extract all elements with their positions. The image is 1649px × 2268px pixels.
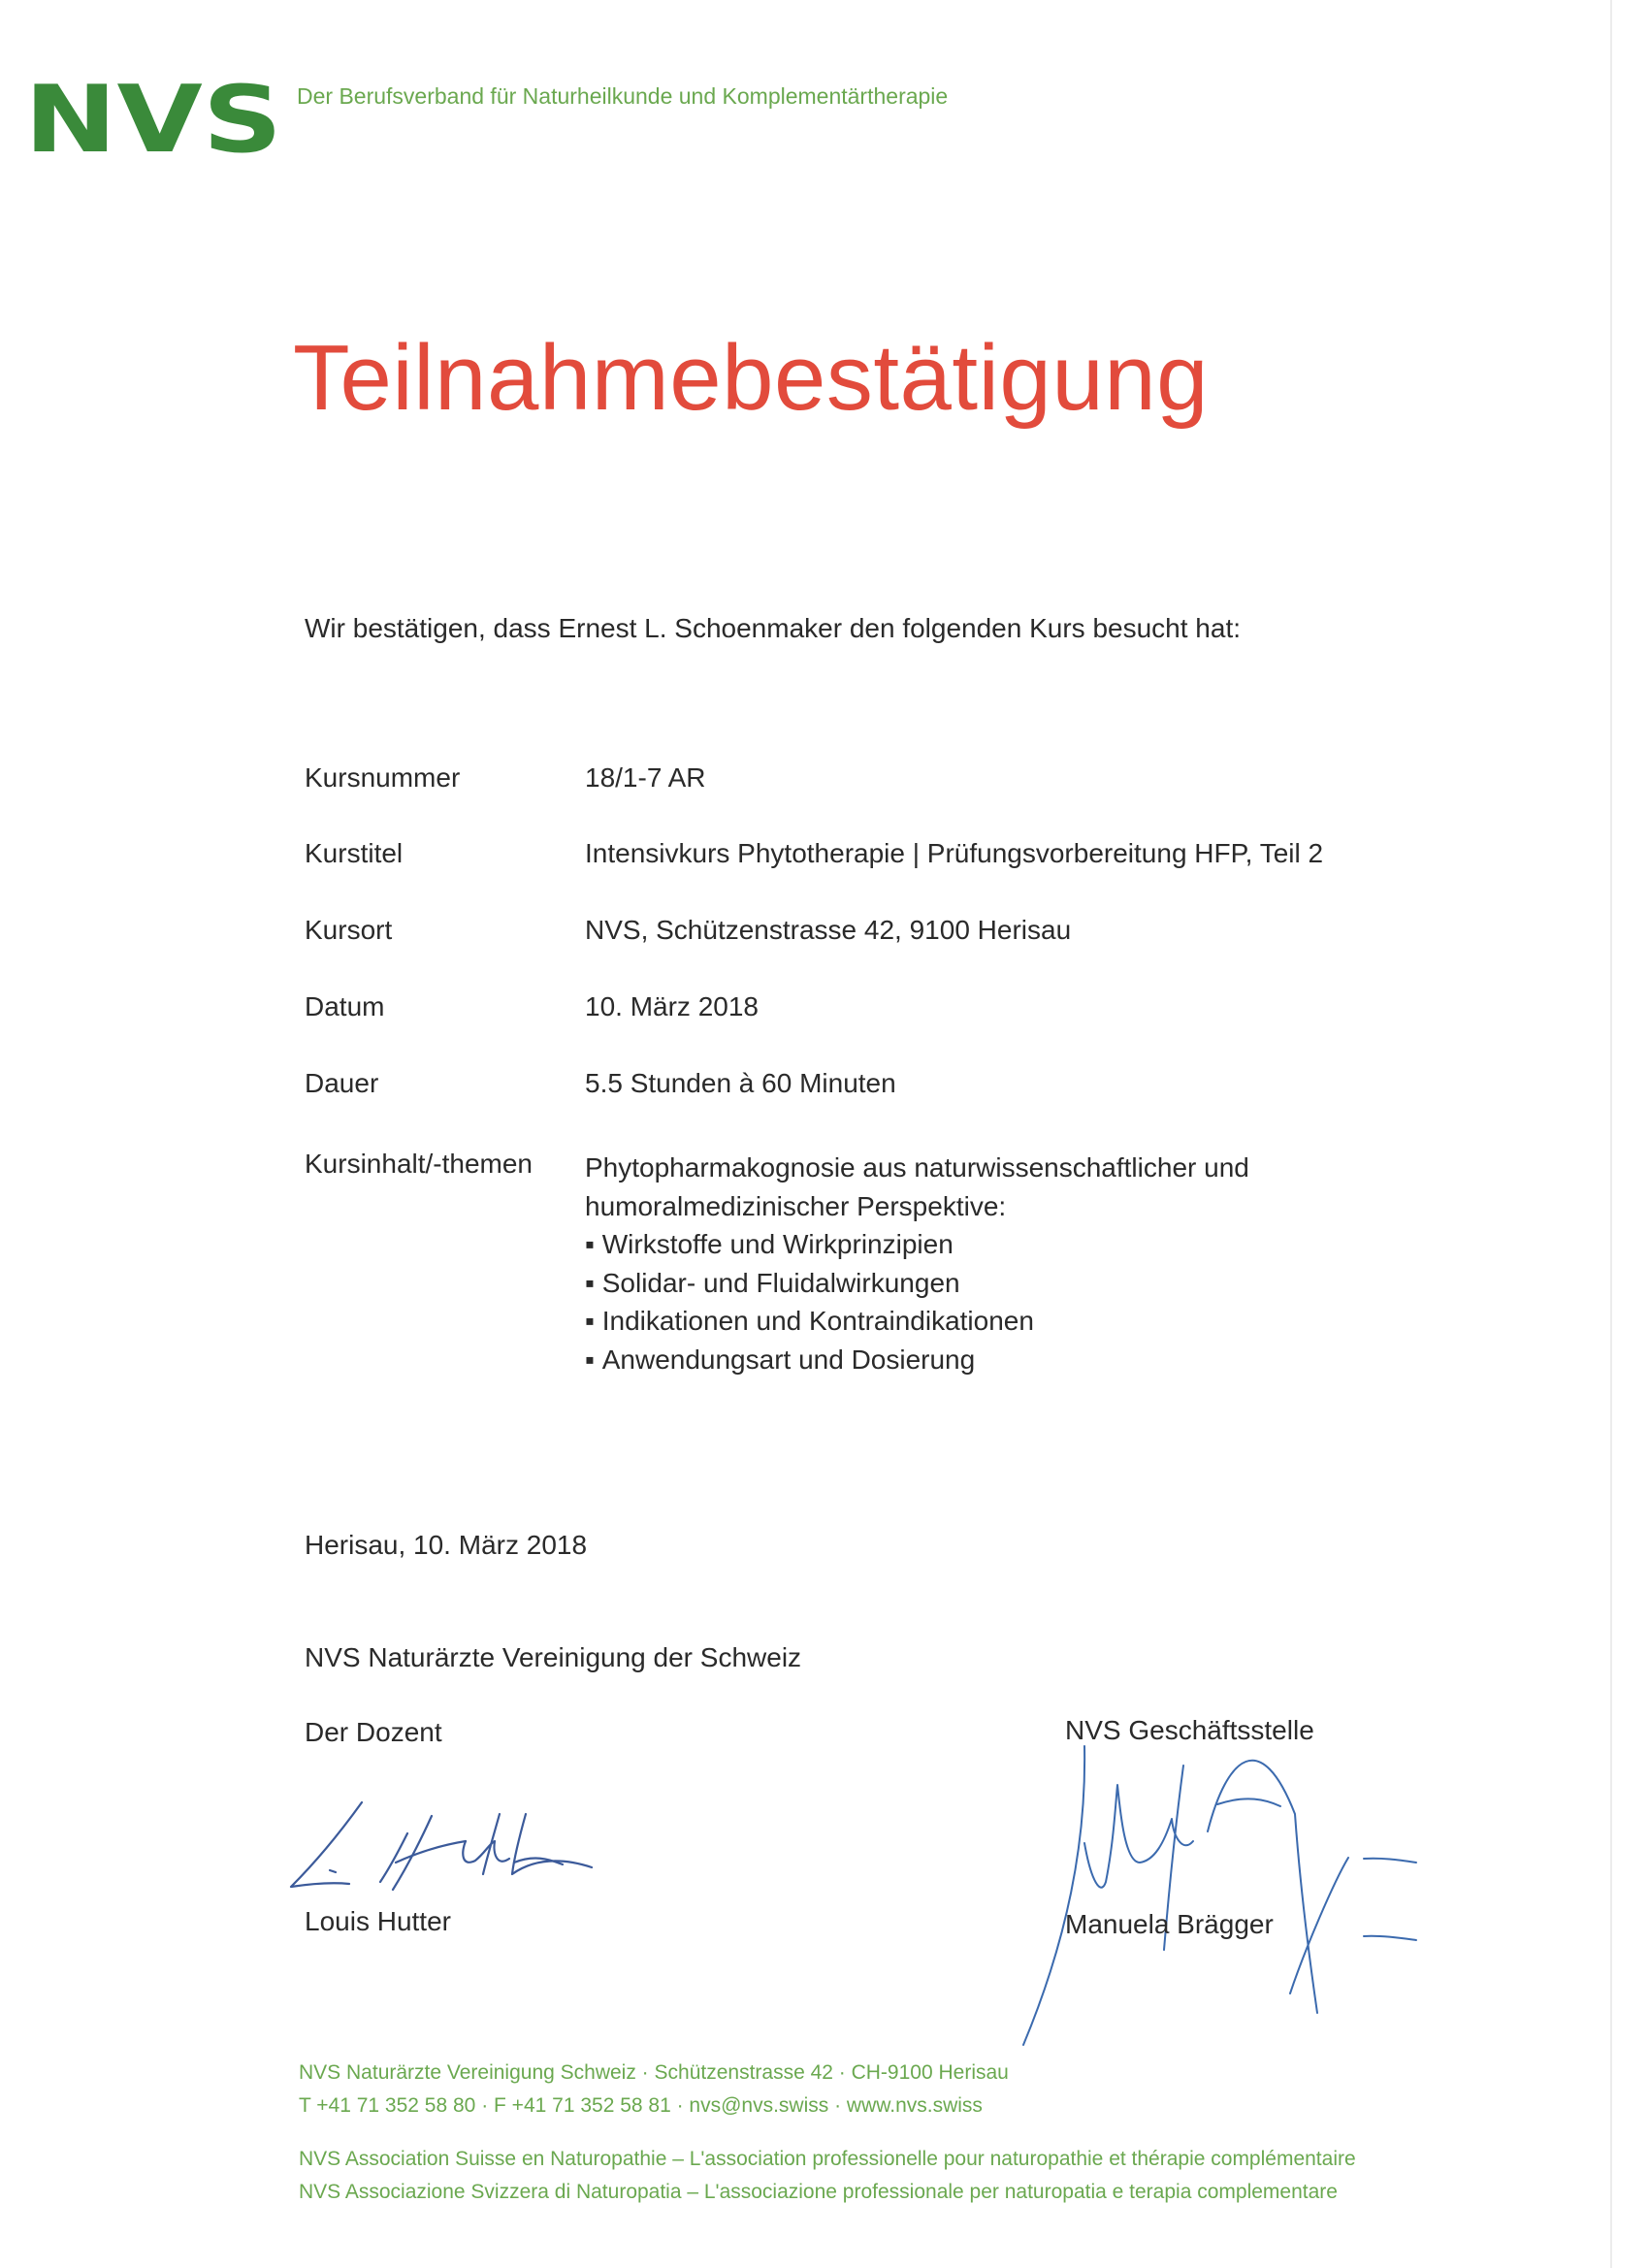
footer-french: NVS Association Suisse en Naturopathie – L'association professionelle pour naturopathie et thérapie complémentaire xyxy=(299,2148,1356,2170)
footer-contact: T +41 71 352 58 80 · F +41 71 352 58 81 · nvs@nvs.swiss · www.nvs.swiss xyxy=(299,2094,983,2117)
logo-text: NVS xyxy=(24,82,282,154)
office-name: Manuela Brägger xyxy=(1065,1909,1274,1939)
lecturer-name: Louis Hutter xyxy=(305,1906,451,1936)
course-content xyxy=(585,1149,1249,1378)
content-bullet: ▪ Wirkstoffe und Wirkprinzipien xyxy=(585,1225,1249,1264)
nvs-logo xyxy=(24,82,286,154)
detail-value: NVS, Schützenstrasse 42, 9100 Herisau xyxy=(585,915,1072,945)
confirmation-statement: Wir bestätigen, dass Ernest L. Schoenmaker den folgenden Kurs besucht hat: xyxy=(305,613,1242,643)
tagline: Der Berufsverband für Naturheilkunde und Komplementärtherapie xyxy=(297,83,949,109)
document-title: Teilnahmebestätigung xyxy=(293,326,1209,430)
detail-label: Kursinhalt/-themen xyxy=(305,1149,534,1179)
content-bullet: ▪ Solidar- und Fluidalwirkungen xyxy=(585,1264,1249,1303)
office-role: NVS Geschäftsstelle xyxy=(1065,1715,1314,1745)
detail-label: Kurstitel xyxy=(305,838,404,868)
detail-label: Datum xyxy=(305,991,385,1021)
detail-value: 18/1-7 AR xyxy=(585,762,706,793)
detail-label: Kursort xyxy=(305,915,393,945)
footer-address: NVS Naturärzte Vereinigung Schweiz · Schützenstrasse 42 · CH-9100 Herisau xyxy=(299,2061,1009,2084)
detail-label: Kursnummer xyxy=(305,762,461,793)
lecturer-role: Der Dozent xyxy=(305,1717,442,1747)
detail-value: 5.5 Stunden à 60 Minuten xyxy=(585,1068,896,1098)
content-bullet: ▪ Indikationen und Kontraindikationen xyxy=(585,1302,1249,1341)
organization-name: NVS Naturärzte Vereinigung der Schweiz xyxy=(305,1642,802,1672)
detail-label: Dauer xyxy=(305,1068,379,1098)
content-bullet: ▪ Anwendungsart und Dosierung xyxy=(585,1341,1249,1379)
office-signature xyxy=(1009,1727,1552,2057)
detail-value: 10. März 2018 xyxy=(585,991,759,1021)
content-line: humoralmedizinischer Perspektive: xyxy=(585,1190,1007,1221)
lecturer-signature xyxy=(272,1795,601,1911)
footer-italian: NVS Associazione Svizzera di Naturopatia – L'associazione professionale per naturopatia e terapia complementare xyxy=(299,2181,1338,2203)
place-date: Herisau, 10. März 2018 xyxy=(305,1530,588,1560)
page-edge xyxy=(1610,0,1612,2268)
content-line: Phytopharmakognosie aus naturwissenschaftlicher und xyxy=(585,1152,1249,1183)
detail-value: Intensivkurs Phytotherapie | Prüfungsvorbereitung HFP, Teil 2 xyxy=(585,838,1324,868)
